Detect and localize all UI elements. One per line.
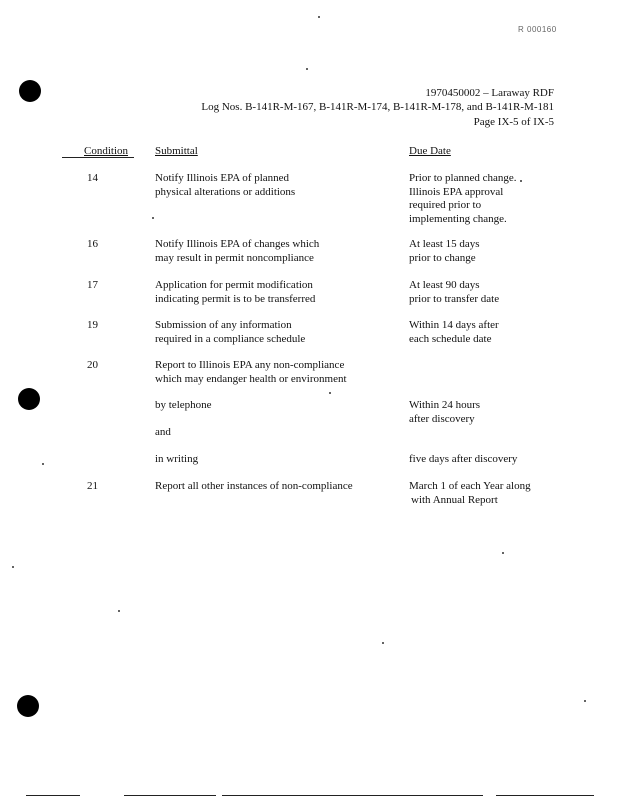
submittal-cell — [155, 426, 171, 440]
submittal-line: Application for permit modification — [155, 279, 313, 291]
footer-rule — [26, 795, 80, 796]
due-date-line: Within 24 hours — [409, 399, 481, 411]
due-date-line: Prior to planned change. — [409, 172, 517, 184]
due-date-cell — [409, 480, 531, 507]
submittal-line: Submission of any information — [155, 319, 292, 331]
due-date-line: each schedule date — [409, 332, 492, 345]
submittal-line: Notify Illinois EPA of planned — [155, 172, 290, 184]
due-date-line: Illinois EPA approval — [409, 185, 504, 198]
due-date-line: required prior to — [409, 199, 482, 211]
due-date-cell — [409, 172, 517, 226]
punch-hole-top — [19, 80, 41, 102]
page-number-line: Page IX-5 of IX-5 — [473, 116, 554, 128]
submittal-cell — [155, 399, 212, 413]
submittal-line: indicating permit is to be transferred — [155, 292, 316, 305]
submittal-line: which may endanger health or environment — [155, 372, 347, 385]
condition-cell: 19 — [87, 319, 98, 331]
submittal-line: required in a compliance schedule — [155, 332, 306, 345]
log-numbers-line: Log Nos. B-141R-M-167, B-141R-M-174, B-141R-M-178, and B-141R-M-181 — [201, 101, 554, 113]
due-date-cell — [409, 453, 517, 467]
due-date-line: At least 90 days — [409, 279, 480, 291]
submittal-cell — [155, 319, 305, 346]
submittal-cell — [155, 359, 347, 386]
due-date-line: Within 14 days after — [409, 319, 499, 331]
scan-speck — [382, 642, 384, 644]
submittal-cell — [155, 279, 315, 306]
scan-speck — [152, 217, 154, 219]
condition-cell: 16 — [87, 238, 98, 250]
scan-speck — [318, 16, 320, 18]
due-date-line: At least 15 days — [409, 238, 480, 250]
condition-cell: 17 — [87, 279, 98, 291]
due-date-cell — [409, 399, 480, 426]
scan-speck — [584, 700, 586, 702]
due-date-cell — [409, 279, 499, 306]
due-date-column-heading: Due Date — [409, 145, 451, 157]
submittal-column-heading: Submittal — [155, 145, 198, 157]
footer-rule — [124, 795, 216, 796]
due-date-line: March 1 of each Year along — [409, 480, 531, 492]
scan-speck — [12, 566, 14, 568]
scan-speck — [502, 552, 504, 554]
due-date-line: implementing change. — [409, 212, 507, 225]
footer-rule — [222, 795, 483, 796]
scan-speck — [520, 180, 522, 182]
condition-cell: 20 — [87, 359, 98, 371]
submittal-cell — [155, 480, 353, 494]
due-date-line: after discovery — [409, 412, 475, 425]
scan-speck — [118, 610, 120, 612]
due-date-line: with Annual Report — [411, 493, 498, 506]
condition-column-heading: Condition — [84, 145, 129, 157]
scan-speck — [42, 463, 44, 465]
submittal-cell — [155, 172, 295, 199]
condition-heading-rule — [62, 157, 134, 158]
punch-hole-bottom — [17, 695, 39, 717]
due-date-line: prior to transfer date — [409, 292, 500, 305]
submittal-line: physical alterations or additions — [155, 185, 296, 198]
submittal-line: Notify Illinois EPA of changes which — [155, 238, 320, 250]
condition-cell: 14 — [87, 172, 98, 184]
facility-id-line: 1970450002 – Laraway RDF — [425, 87, 554, 99]
bates-stamp: R 000160 — [518, 25, 557, 34]
scan-speck — [306, 68, 308, 70]
footer-rule — [496, 795, 594, 796]
submittal-cell — [155, 238, 319, 265]
punch-hole-middle — [18, 388, 40, 410]
condition-cell: 21 — [87, 480, 98, 492]
due-date-cell — [409, 319, 499, 346]
submittal-line: by telephone — [155, 399, 212, 411]
submittal-line: Report all other instances of non-compliance — [155, 480, 353, 492]
submittal-line: in writing — [155, 453, 199, 465]
due-date-line: five days after discovery — [409, 453, 518, 465]
due-date-cell — [409, 238, 480, 265]
scan-speck — [329, 392, 331, 394]
submittal-line: and — [155, 426, 171, 438]
submittal-line: may result in permit noncompliance — [155, 251, 314, 264]
submittal-line: Report to Illinois EPA any non-compliance — [155, 359, 345, 371]
submittal-cell — [155, 453, 198, 467]
due-date-line: prior to change — [409, 251, 476, 264]
